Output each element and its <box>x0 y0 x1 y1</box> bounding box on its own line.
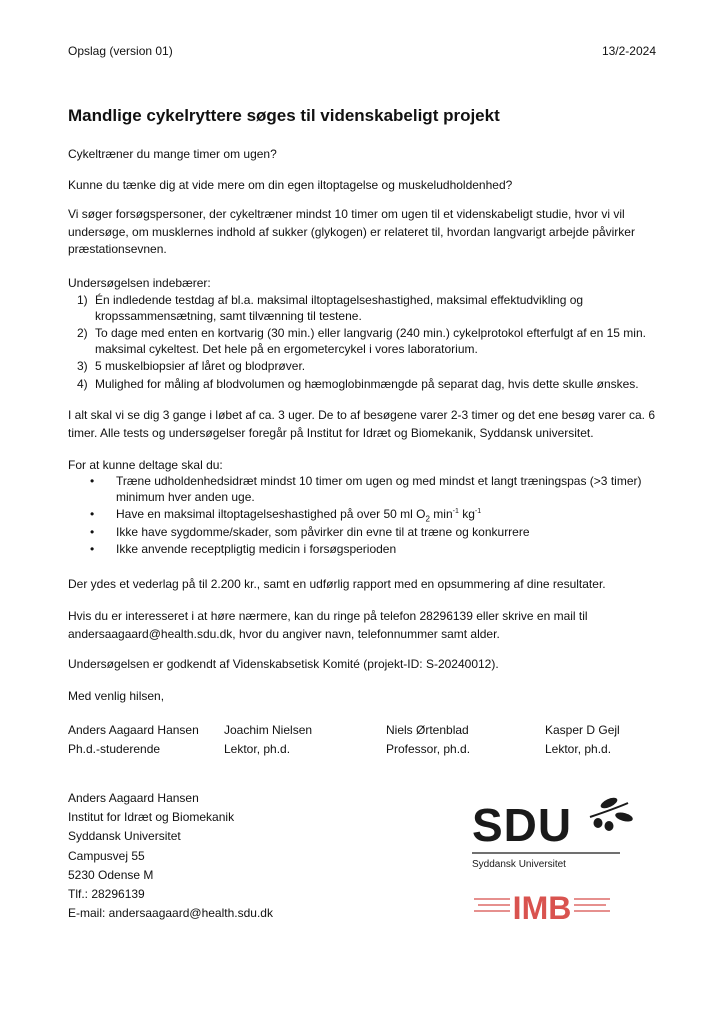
list-item-text: Ikke anvende receptpligtig medicin i forsøgsperioden <box>116 542 397 556</box>
sdu-logo-subtitle: Syddansk Universitet <box>472 859 566 870</box>
study-list <box>68 293 663 394</box>
address-name: Anders Aagaard Hansen <box>68 791 199 805</box>
requirements-heading: For at kunne deltage skal du: <box>68 458 223 472</box>
list-number: 2) <box>77 326 88 340</box>
signatory <box>386 721 470 759</box>
list-item-text: To dage med enten en kortvarig (30 min.) eller langvarig (240 min.) cykelprotokol efterfulgt af en 15 min. maksimal cykeltest. Det hele på en ergometercykel i vores laboratorium. <box>95 326 646 356</box>
imb-logo-text: IMB <box>512 890 572 926</box>
intro-description: Vi søger forsøgspersoner, der cykeltræner mindst 10 timer om ugen til et videnskabeligt studie, hvor vi vil undersøge, om musklernes indhold af sukker (glykogen) er relateret til, hvordan langvarigt arbejde påvirker præstationsevnen. <box>68 207 635 256</box>
sdu-logo <box>472 795 642 875</box>
signatory-name: Kasper D Gejl <box>545 723 620 737</box>
signatory-name: Anders Aagaard Hansen <box>68 723 199 737</box>
bullet-icon: • <box>90 542 95 556</box>
list-item <box>68 359 663 375</box>
address-phone: Tlf.: 28296139 <box>68 887 145 902</box>
list-item-text: Træne udholdenhedsidræt mindst 10 timer om ugen og med mindst et langt træningspas (>3 timer) minimum hver anden uge. <box>116 474 642 504</box>
intro-question-2: Kunne du tænke dig at vide mere om din egen iltoptagelse og muskeludholdenhed? <box>68 178 513 192</box>
branch-icon <box>590 796 634 831</box>
list-item-text: 5 muskelbiopsier af låret og blodprøver. <box>95 359 306 373</box>
address-institute: Institut for Idræt og Biomekanik <box>68 810 235 825</box>
signatory <box>545 721 620 759</box>
address-street: Campusvej 55 <box>68 848 145 863</box>
signatory-name: Niels Ørtenblad <box>386 723 469 737</box>
date-label: 13/2-2024 <box>601 44 656 58</box>
list-item <box>68 326 663 357</box>
list-item <box>68 542 663 558</box>
imb-logo <box>472 885 612 927</box>
list-item <box>68 525 663 541</box>
address-city: 5230 Odense M <box>68 867 154 882</box>
list-number: 3) <box>77 359 88 373</box>
closing-text: Med venlig hilsen, <box>68 689 165 703</box>
signatory-role: Ph.d.-studerende <box>68 742 161 756</box>
list-item-text: Mulighed for måling af blodvolumen og hæmoglobinmængde på separat dag, hvis dette skulle ønskes. <box>95 376 639 391</box>
list-number: 4) <box>77 376 88 391</box>
intro-question-1: Cykeltræner du mange timer om ugen? <box>68 147 277 161</box>
signatory-role: Lektor, ph.d. <box>224 742 291 756</box>
contact-paragraph: Hvis du er interesseret i at høre nærmere, kan du ringe på telefon 28296139 eller skrive en mail til andersaagaard@health.sdu.dk, hvor du angiver navn, telefonnummer samt alder. <box>68 609 588 641</box>
version-label: Opslag (version 01) <box>68 44 173 58</box>
page-title: Mandlige cykelryttere søges til videnskabeligt projekt <box>68 106 500 125</box>
bullet-icon: • <box>90 524 95 539</box>
visits-paragraph: I alt skal vi se dig 3 gange i løbet af ca. 3 uger. De to af besøgene varer 2-3 timer og det ene besøg varer ca. 6 timer. Alle tests og undersøgelser foregår på Institut for Idræt og Biomekanik, Syddansk universitet. <box>68 408 655 440</box>
signatory <box>68 721 199 759</box>
bullet-icon: • <box>90 507 95 521</box>
list-item <box>68 507 663 523</box>
sdu-logo-text: SDU <box>472 799 573 851</box>
address-university: Syddansk Universitet <box>68 829 181 844</box>
list-item <box>68 474 663 505</box>
list-item <box>68 293 663 324</box>
signatory-name: Joachim Nielsen <box>224 723 313 737</box>
signatory <box>224 721 312 759</box>
payment-paragraph: Der ydes et vederlag på til 2.200 kr., samt en udførlig rapport med en opsummering af dine resultater. <box>68 577 606 591</box>
list-number: 1) <box>77 293 88 307</box>
study-heading: Undersøgelsen indebærer: <box>68 276 211 290</box>
list-item-text: Have en maksimal iltoptagelseshastighed på over 50 ml $O_2$ $\min^{-1} kg^{-1}$ <box>116 507 482 524</box>
signatory-role: Lektor, ph.d. <box>545 742 612 756</box>
approval-paragraph: Undersøgelsen er godkendt af Videnskabsetisk Komité (projekt-ID: S-20240012). <box>68 657 499 671</box>
requirements-list <box>68 474 663 560</box>
address-email: E-mail: andersaagaard@health.sdu.dk <box>68 906 273 921</box>
address-block <box>68 789 273 923</box>
list-item-text: Én indledende testdag af bl.a. maksimal iltoptagelseshastighed, maksimal effektudvikling og kropssammensætning, samt tilvænning til testene. <box>95 293 584 323</box>
list-item-text: Ikke have sygdomme/skader, som påvirker din evne til at træne og konkurrere <box>116 524 530 539</box>
list-item <box>68 377 663 393</box>
bullet-icon: • <box>90 474 95 488</box>
signatory-role: Professor, ph.d. <box>386 742 471 756</box>
